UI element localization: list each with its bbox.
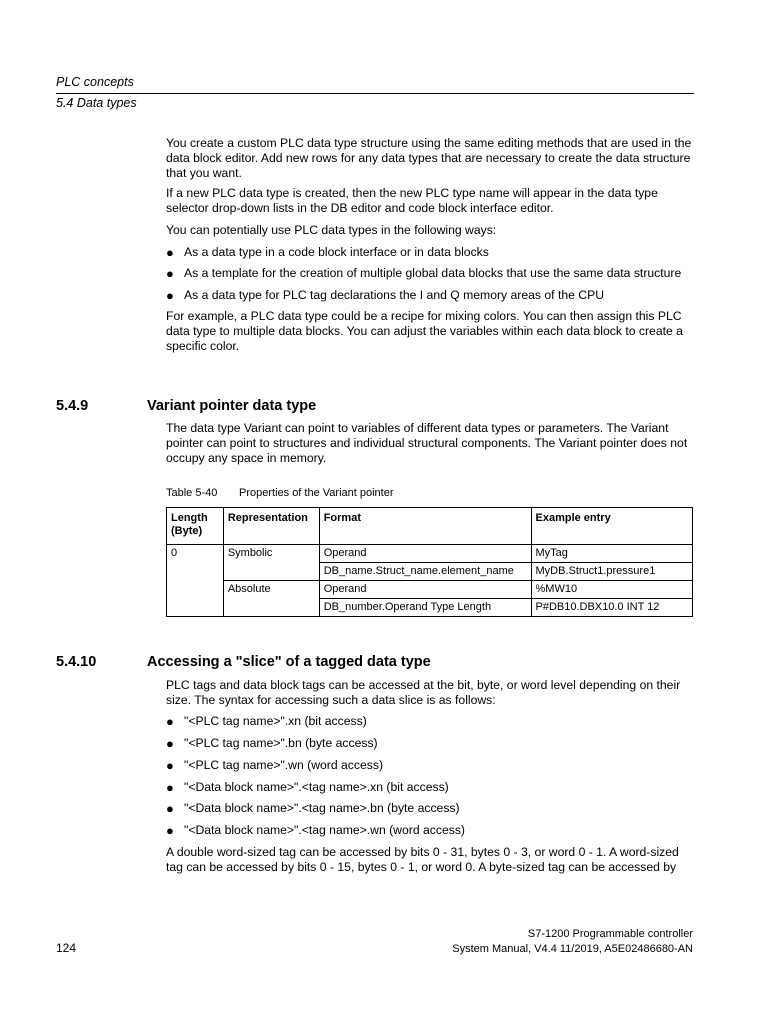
footer-product: S7-1200 Programmable controller bbox=[527, 928, 693, 940]
intro-paragraph-1: You create a custom PLC data type structure using the same editing methods that are used in the data block editor. Add new rows for any data types that are necessary to create the data structure that you want. bbox=[166, 136, 692, 181]
bullet-icon: ● bbox=[166, 714, 174, 729]
bullet-icon: ● bbox=[166, 758, 174, 773]
table-caption bbox=[166, 487, 394, 499]
table-cell: Symbolic bbox=[223, 545, 319, 581]
list-item-text: "<Data block name>".<tag name>.wn (word access) bbox=[184, 823, 465, 837]
table-row bbox=[167, 545, 693, 563]
footer-manual: System Manual, V4.4 11/2019, A5E02486680-AN bbox=[452, 943, 693, 955]
section-closing-paragraph: A double word-sized tag can be accessed by bits 0 - 31, bytes 0 - 3, or word 0 - 1. A word-sized tag can be accessed by bits 0 - 15, bytes 0 - 1, or word 0. A byte-sized tag can be accessed by bbox=[166, 845, 679, 875]
section-title: Accessing a "slice" of a tagged data type bbox=[147, 654, 431, 670]
header-rule bbox=[56, 93, 694, 94]
table-cell: MyDB.Struct1.pressure1 bbox=[531, 563, 693, 581]
list-item-text: As a template for the creation of multiple global data blocks that use the same data structure bbox=[184, 266, 682, 280]
table-cell: DB_name.Struct_name.element_name bbox=[319, 563, 531, 581]
table-cell: P#DB10.DBX10.0 INT 12 bbox=[531, 599, 693, 617]
bullet-icon: ● bbox=[166, 823, 174, 838]
list-item-text: As a data type for PLC tag declarations the I and Q memory areas of the CPU bbox=[184, 288, 605, 302]
bullet-icon: ● bbox=[166, 266, 174, 281]
table-cell: DB_number.Operand Type Length bbox=[319, 599, 531, 617]
list-item-text: "<Data block name>".<tag name>.bn (byte access) bbox=[184, 801, 460, 815]
bullet-icon: ● bbox=[166, 736, 174, 751]
intro-paragraph-3: You can potentially use PLC data types in the following ways: bbox=[166, 223, 497, 237]
running-header-chapter: PLC concepts bbox=[56, 75, 134, 89]
column-header: Representation bbox=[223, 508, 319, 545]
column-header: Example entry bbox=[531, 508, 693, 545]
table-cell: 0 bbox=[167, 545, 224, 617]
intro-paragraph-2: If a new PLC data type is created, then the new PLC type name will appear in the data type selector drop-down lists in the DB editor and code block interface editor. bbox=[166, 186, 658, 216]
section-body: The data type Variant can point to variables of different data types or parameters. The Variant pointer can point to structures and individual structural components. The Variant pointer does not occupy any space in memory. bbox=[166, 421, 688, 466]
page-number: 124 bbox=[56, 941, 77, 955]
bullet-icon: ● bbox=[166, 288, 174, 303]
table-cell: Operand bbox=[319, 545, 531, 563]
section-title: Variant pointer data type bbox=[147, 398, 317, 414]
list-item-text: "<PLC tag name>".wn (word access) bbox=[184, 758, 383, 772]
table-label: Table 5-40 bbox=[166, 487, 218, 499]
table-row bbox=[167, 581, 693, 599]
table-cell: Operand bbox=[319, 581, 531, 599]
column-header: Length (Byte) bbox=[167, 508, 224, 545]
table-cell: MyTag bbox=[531, 545, 693, 563]
variant-pointer-table bbox=[166, 507, 693, 617]
section-number: 5.4.9 bbox=[56, 398, 89, 414]
column-header: Format bbox=[319, 508, 531, 545]
bullet-icon: ● bbox=[166, 801, 174, 816]
intro-paragraph-4: For example, a PLC data type could be a recipe for mixing colors. You can then assign this PLC data type to multiple data blocks. You can adjust the variables within each data block to create a specific color. bbox=[166, 309, 683, 354]
bullet-icon: ● bbox=[166, 780, 174, 795]
list-item-text: "<PLC tag name>".bn (byte access) bbox=[184, 736, 378, 750]
section-body: PLC tags and data block tags can be accessed at the bit, byte, or word level depending on their size. The syntax for accessing such a data slice is as follows: bbox=[166, 678, 681, 708]
table-header-row bbox=[167, 508, 693, 545]
list-item-text: As a data type in a code block interface or in data blocks bbox=[184, 245, 489, 259]
running-header-section: 5.4 Data types bbox=[56, 96, 137, 110]
table-title: Properties of the Variant pointer bbox=[239, 487, 394, 499]
table-cell: Absolute bbox=[223, 581, 319, 617]
section-number: 5.4.10 bbox=[56, 654, 97, 670]
table-cell: %MW10 bbox=[531, 581, 693, 599]
bullet-icon: ● bbox=[166, 245, 174, 260]
list-item-text: "<Data block name>".<tag name>.xn (bit access) bbox=[184, 780, 449, 794]
list-item-text: "<PLC tag name>".xn (bit access) bbox=[184, 714, 367, 728]
